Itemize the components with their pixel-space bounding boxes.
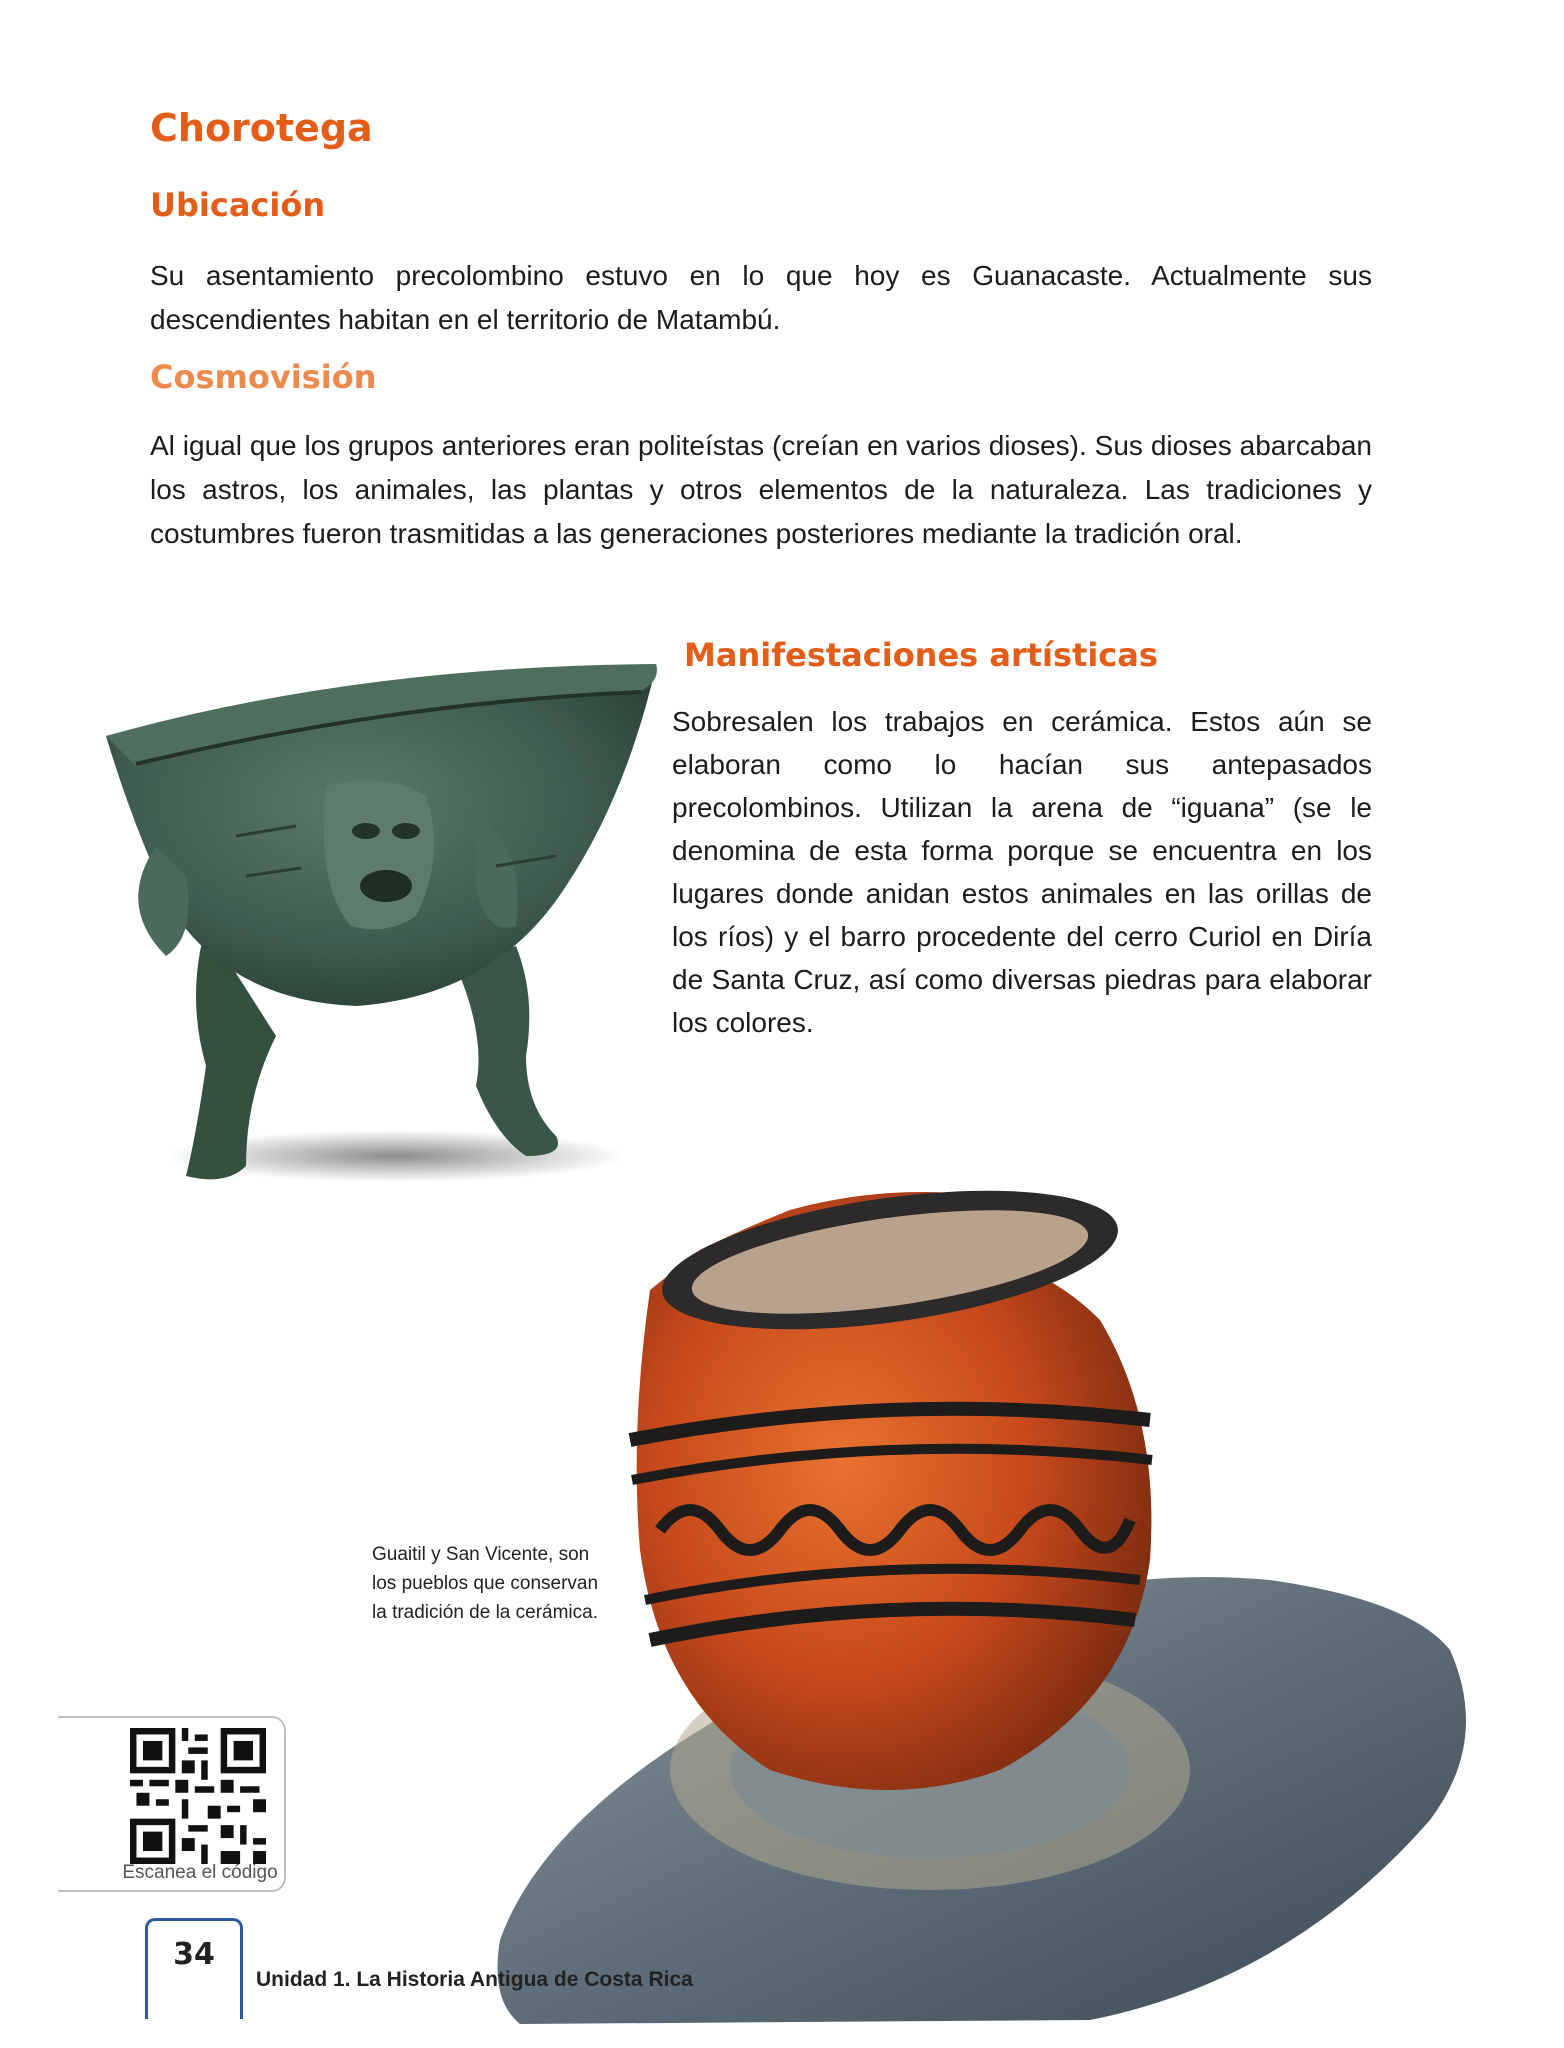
page-number: 34 — [173, 1937, 215, 1972]
qr-card[interactable] — [58, 1716, 286, 1892]
tripod-vessel-photo — [96, 636, 676, 1196]
section-heading-ubicacion: Ubicación — [150, 186, 326, 224]
section-text-manifestaciones: Sobresalen los trabajos en cerámica. Estos aún se elaboran como lo hacían sus antepasados precolombinos. Utilizan la arena de “iguana” (se le denomina de esta forma porque se encuentra en los lugares donde anidan estos animales en las orillas de los ríos) y el barro procedente del cerro Curiol en Diría de Santa Cruz, así como diversas piedras para elaborar los colores. — [672, 706, 1372, 1038]
page-title: Chorotega — [150, 106, 373, 150]
pottery-photo — [490, 1180, 1564, 2024]
section-text-ubicacion: Su asentamiento precolombino estuvo en lo que hoy es Guanacaste. Actualmente sus descendientes habitan en el territorio de Matambú. — [150, 260, 1372, 335]
section-heading-manifestaciones: Manifestaciones artísticas — [684, 636, 1158, 674]
footer-unit-title: Unidad 1. La Historia Antigua de Costa Rica — [256, 1968, 693, 1991]
section-heading-cosmovision: Cosmovisión — [150, 358, 377, 396]
qr-code-icon[interactable] — [130, 1728, 266, 1864]
section-text-cosmovision: Al igual que los grupos anteriores eran politeístas (creían en varios dioses). Sus dioses abarcaban los astros, los animales, las plantas y otros elementos de la naturaleza. Las tradiciones y costumbres fueron trasmitidas a las generaciones posteriores mediante la tradición oral. — [150, 430, 1372, 549]
page-number-box — [145, 1918, 243, 2019]
qr-label: Escanea el código — [122, 1862, 278, 1883]
photo-caption: Guaitil y San Vicente, son los pueblos que conservan la tradición de la cerámica. — [372, 1544, 599, 1623]
